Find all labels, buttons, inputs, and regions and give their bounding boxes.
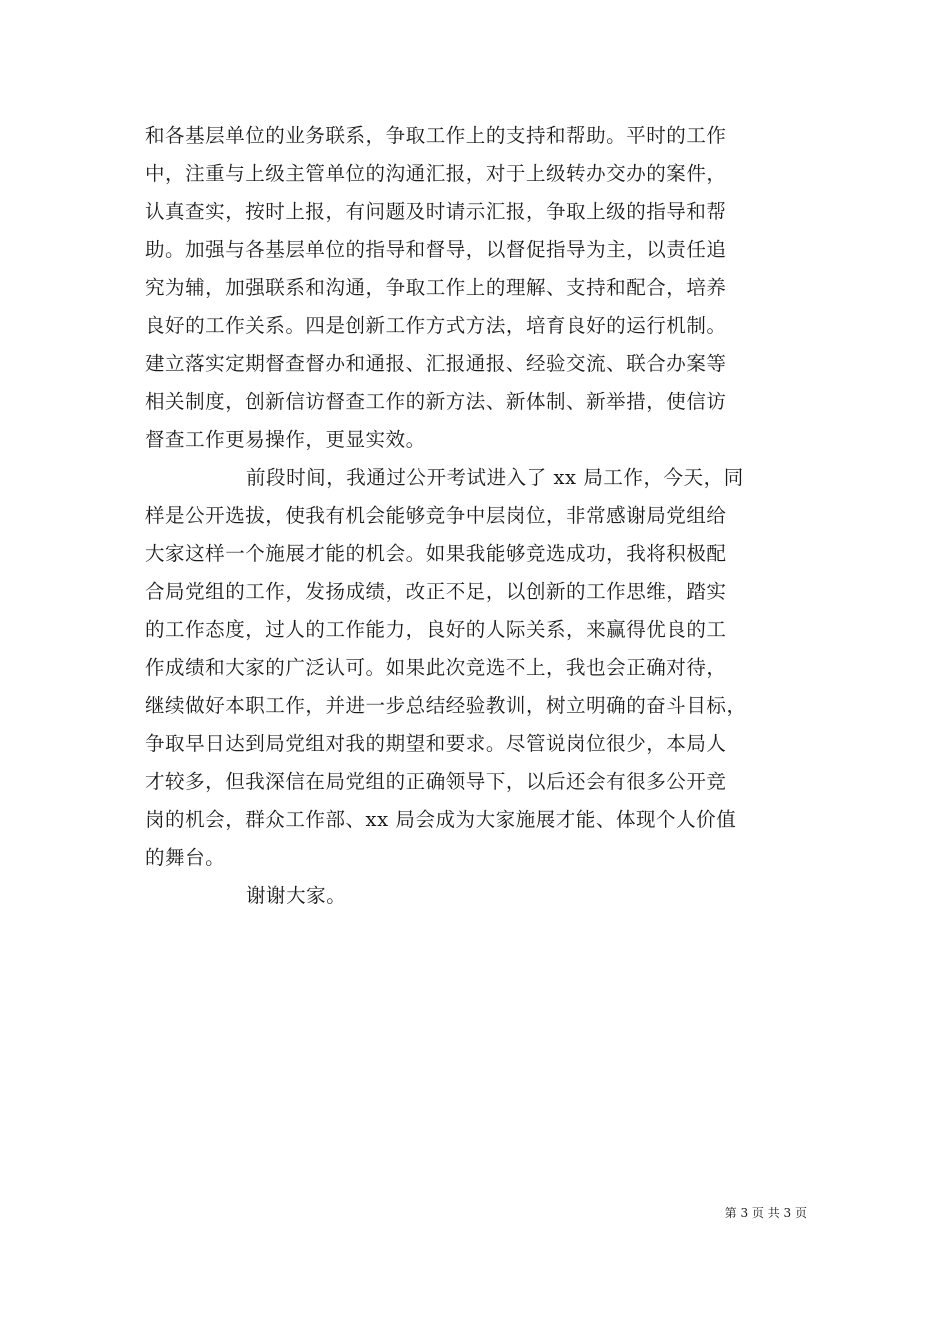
page-number-footer: 第 3 页 共 3 页 [724,1206,807,1220]
closing-line: 谢谢大家。 [246,884,347,907]
paragraph-2-line-4: 合局党组的工作，发扬成绩，改正不足，以创新的工作思维，踏实 [145,580,727,603]
paragraph-1-line-5: 究为辅，加强联系和沟通，争取工作上的理解、支持和配合，培养 [145,276,727,299]
paragraph-2-line-8: 争取早日达到局党组对我的期望和要求。尽管说岗位很少，本局人 [145,732,727,755]
paragraph-2-line-2: 样是公开选拔，使我有机会能够竞争中层岗位，非常感谢局党组给 [145,504,727,527]
paragraph-2-line-6: 作成绩和大家的广泛认可。如果此次竞选不上，我也会正确对待， [145,656,727,679]
paragraph-2-line-7: 继续做好本职工作，并进一步总结经验教训，树立明确的奋斗目标， [145,694,747,717]
paragraph-2-line-1: 前段时间，我通过公开考试进入了 xx 局工作，今天，同 [246,466,744,489]
paragraph-2-line-11: 的舞台。 [145,846,226,869]
paragraph-2-line-5: 的工作态度，过人的工作能力，良好的人际关系，来赢得优良的工 [145,618,727,641]
paragraph-1-line-7: 建立落实定期督查督办和通报、汇报通报、经验交流、联合办案等 [145,352,727,375]
paragraph-2-line-3: 大家这样一个施展才能的机会。如果我能够竞选成功，我将积极配 [145,542,727,565]
paragraph-1-line-3: 认真查实，按时上报，有问题及时请示汇报，争取上级的指导和帮 [145,200,727,223]
paragraph-1-line-9: 督查工作更易操作，更显实效。 [145,428,426,451]
paragraph-2-line-9: 才较多，但我深信在局党组的正确领导下，以后还会有很多公开竞 [145,770,727,793]
paragraph-1-line-2: 中，注重与上级主管单位的沟通汇报，对于上级转办交办的案件， [145,162,727,185]
paragraph-1-line-4: 助。加强与各基层单位的指导和督导，以督促指导为主，以责任追 [145,238,727,261]
paragraph-1-line-6: 良好的工作关系。四是创新工作方式方法，培育良好的运行机制。 [145,314,727,337]
paragraph-1-line-8: 相关制度，创新信访督查工作的新方法、新体制、新举措，使信访 [145,390,727,413]
paragraph-1-line-1: 和各基层单位的业务联系，争取工作上的支持和帮助。平时的工作 [145,124,727,147]
paragraph-2-line-10: 岗的机会，群众工作部、xx 局会成为大家施展才能、体现个人价值 [145,808,737,831]
